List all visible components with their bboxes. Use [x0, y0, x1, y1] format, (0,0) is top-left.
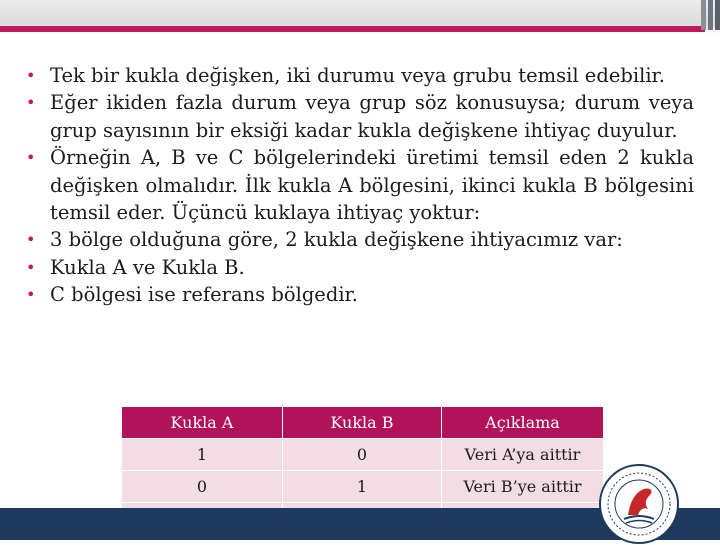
bullet-icon: • [26, 93, 36, 113]
bullet-item [22, 62, 694, 89]
header-cell-kukla-b: Kukla B [283, 407, 441, 438]
table-header-row [122, 407, 603, 438]
bullet-text: Tek bir kukla değişken, iki durumu veya grubu temsil edebilir. [50, 64, 665, 87]
bullet-text: Örneğin A, B ve C bölgelerindeki üretimi temsil eden 2 kukla değişken olmalıdır. İlk kukla A bölgesini, ikinci kukla B bölgesini temsil eder. Üçüncü kuklaya ihtiyaç yoktur: [50, 146, 694, 225]
bullet-item [22, 89, 694, 144]
table-cell: 0 [122, 471, 282, 502]
bullet-item [22, 226, 694, 253]
slide-body [22, 62, 694, 309]
bullet-text: C bölgesi ise referans bölgedir. [50, 283, 358, 307]
corner-stripes [690, 0, 720, 30]
table-cell: Veri A’ya aittir [442, 439, 603, 470]
table-cell: 1 [283, 471, 441, 502]
bullet-icon: • [26, 66, 36, 85]
table-row [122, 439, 603, 470]
university-seal-icon [598, 463, 680, 545]
bullet-icon: • [26, 148, 36, 168]
header-cell-kukla-a: Kukla A [122, 407, 282, 438]
top-accent-line [0, 26, 705, 32]
bullet-text: 3 bölge olduğuna göre, 2 kukla değişkene ihtiyacımız var: [50, 228, 623, 252]
bullet-text: Eğer ikiden fazla durum veya grup söz konusuysa; durum veya grup sayısının bir eksiği kadar kukla değişkene ihtiyaç duyulur. [50, 91, 694, 142]
bullet-text: Kukla A ve Kukla B. [50, 255, 245, 279]
bullet-icon: • [26, 257, 36, 277]
table-cell: 0 [283, 439, 441, 470]
table-cell: 1 [122, 439, 282, 470]
bullet-item [22, 144, 694, 226]
bullet-item [22, 281, 694, 308]
bullet-item [22, 254, 694, 281]
bullet-list [22, 62, 694, 309]
table-row [122, 471, 603, 502]
table-cell: Veri B’ye aittir [442, 471, 603, 502]
header-cell-aciklama: Açıklama [442, 407, 603, 438]
bullet-icon: • [26, 230, 36, 250]
bullet-icon: • [26, 285, 36, 305]
